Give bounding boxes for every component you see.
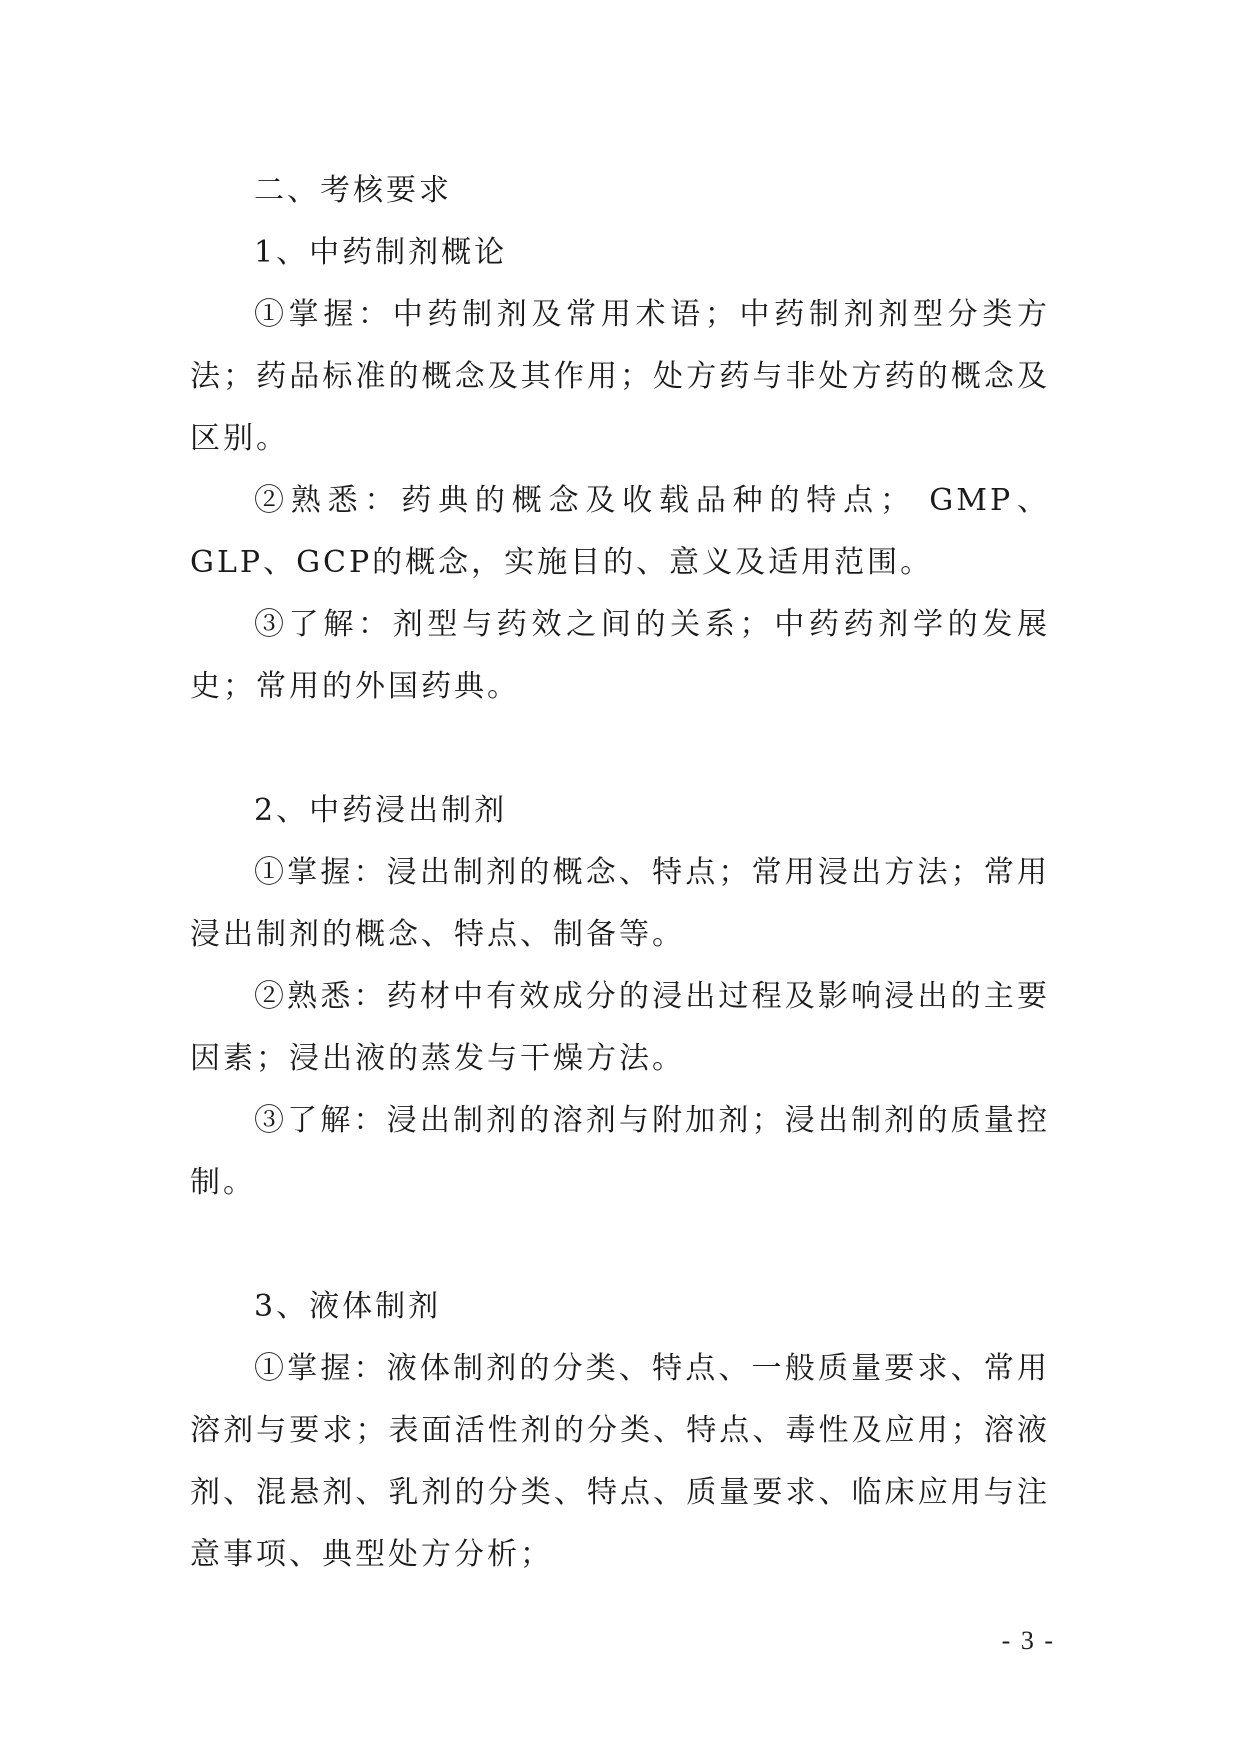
- section-spacer: [190, 1214, 1050, 1276]
- topic-2-item-1: ①掌握：浸出制剂的概念、特点；常用浸出方法；常用浸出制剂的概念、特点、制备等。: [190, 855, 1050, 952]
- topic-1-item-2: ②熟悉：药典的概念及收载品种的特点； GMP、GLP、GCP的概念，实施目的、意义及适用范围。: [190, 483, 1050, 580]
- topic-1-item-3: ③了解：剂型与药效之间的关系；中药药剂学的发展史；常用的外国药典。: [190, 607, 1050, 704]
- topic-1-title: 1、中药制剂概论: [254, 235, 508, 270]
- topic-2-title: 2、中药浸出制剂: [254, 793, 508, 828]
- topic-2-item-2: ②熟悉：药材中有效成分的浸出过程及影响浸出的主要因素；浸出液的蒸发与干燥方法。: [190, 979, 1050, 1076]
- topic-3-item-1: ①掌握：液体制剂的分类、特点、一般质量要求、常用溶剂与要求；表面活性剂的分类、特点、毒性及应用；溶液剂、混悬剂、乳剂的分类、特点、质量要求、临床应用与注意事项、典型处方分析；: [190, 1351, 1050, 1572]
- section-heading: 二、考核要求: [254, 173, 452, 208]
- topic-3-title: 3、液体制剂: [254, 1289, 442, 1324]
- topic-2-item-3: ③了解：浸出制剂的溶剂与附加剂；浸出制剂的质量控制。: [190, 1103, 1050, 1200]
- page-number: - 3 -: [1001, 1626, 1055, 1655]
- section-spacer: [190, 718, 1050, 780]
- document-body: [190, 160, 1050, 1586]
- topic-1-item-1: ①掌握：中药制剂及常用术语；中药制剂剂型分类方法；药品标准的概念及其作用；处方药与非处方药的概念及区别。: [190, 297, 1050, 456]
